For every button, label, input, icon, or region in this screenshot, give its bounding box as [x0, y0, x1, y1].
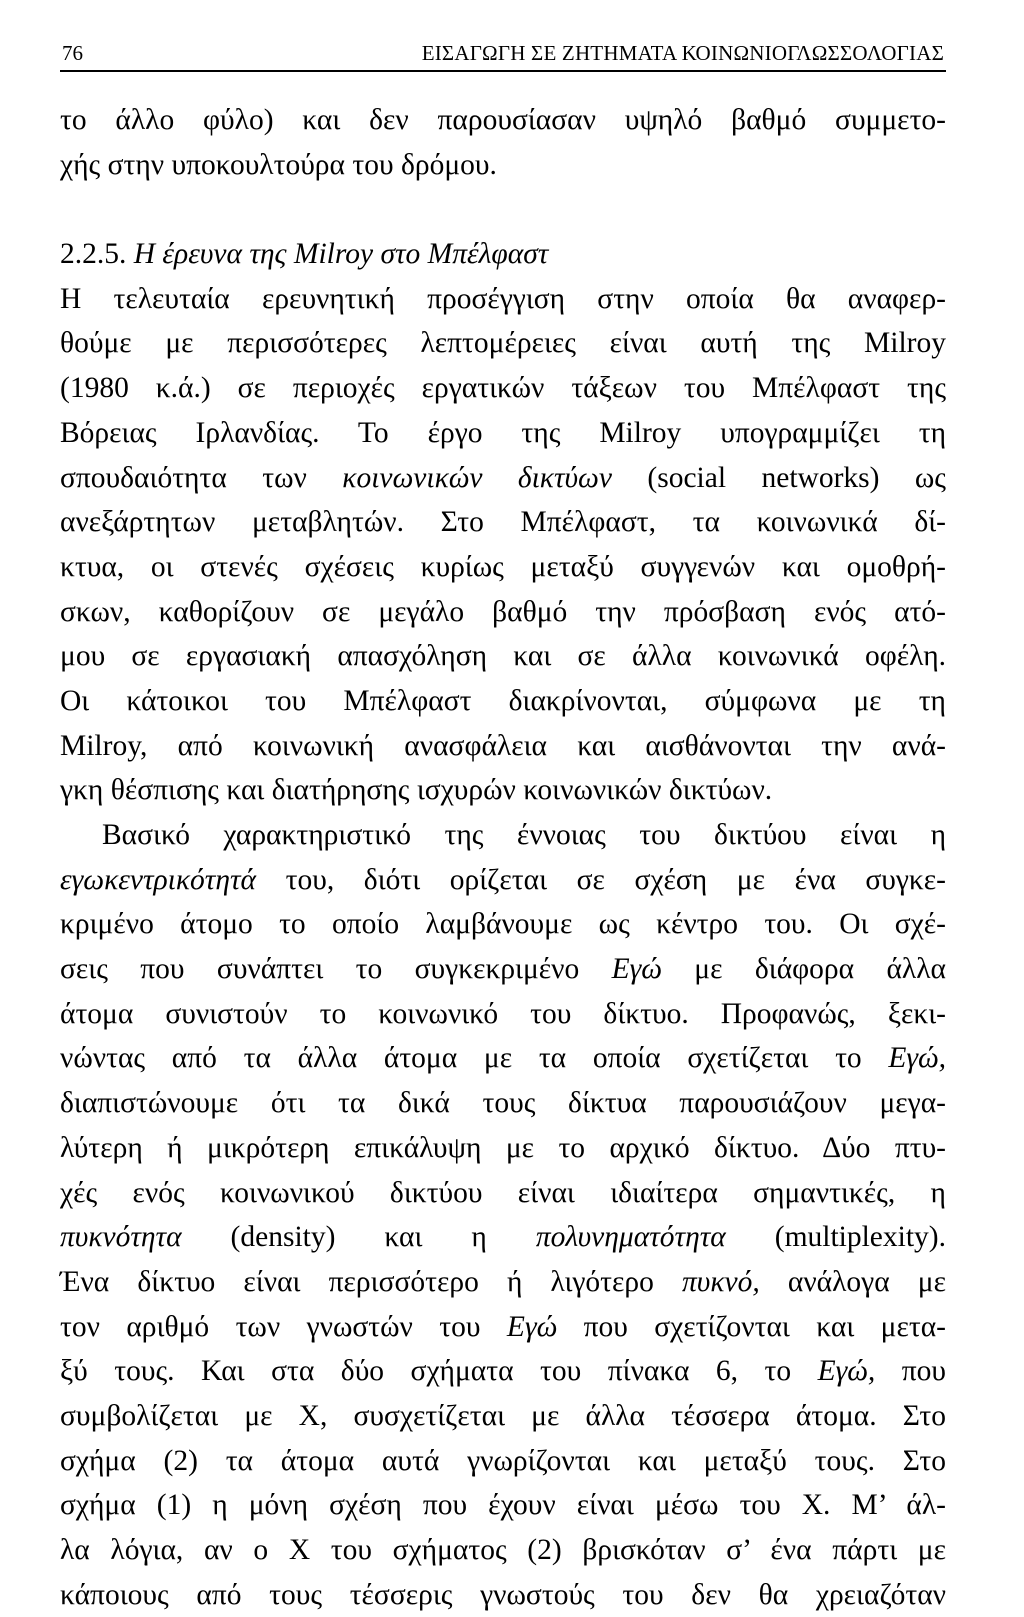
text-line: άτομα συνιστούν το κοινωνικό του δίκτυο. Προφανώς, ξεκι- [60, 997, 946, 1030]
page-number: 76 [62, 41, 83, 65]
text-line [60, 947, 946, 992]
italic-term: κοινωνικών δικτύων [342, 461, 612, 494]
text-line [60, 1349, 946, 1394]
running-header [60, 38, 946, 72]
text-line: σχήμα (1) η μόνη σχέση που έχουν είναι μέσω του Χ. Μ’ άλ- [60, 1489, 946, 1522]
text-line: χές ενός κοινωνικού δικτύου είναι ιδιαίτερα σημαντικές, η [60, 1176, 946, 1209]
text-span: (social networks) ως [611, 461, 946, 494]
text-line [60, 1260, 946, 1305]
text-span: (multiplexity). [725, 1221, 946, 1254]
italic-term: Εγώ, [817, 1355, 876, 1388]
text-line: κτυα, οι στενές σχέσεις κυρίως μεταξύ συγγενών και ομοθρή- [60, 550, 946, 583]
text-line: μου σε εργασιακή απασχόληση και σε άλλα κοινωνικά οφέλη. [60, 640, 946, 673]
text-line [60, 858, 946, 903]
italic-term: πυκνό, [682, 1265, 760, 1298]
text-span: που [875, 1355, 947, 1388]
text-line: Η τελευταία ερευνητική προσέγγιση στην οποία θα αναφερ- [60, 282, 946, 315]
text-line: διαπιστώνουμε ότι τα δικά τους δίκτυα παρουσιάζουν μεγα- [60, 1087, 946, 1120]
text-line: χής στην υποκουλτούρα του δρόμου. [60, 148, 497, 181]
text-span: τον αριθμό των γνωστών του [60, 1310, 507, 1343]
italic-term: Εγώ [611, 953, 662, 986]
text-line: ανεξάρτητων μεταβλητών. Στο Μπέλφαστ, τα κοινωνικά δί- [60, 506, 946, 539]
text-line [60, 1215, 946, 1260]
text-span: ξύ τους. Και στα δύο σχήματα του πίνακα 6, το [60, 1355, 818, 1388]
text-line: κριμένο άτομο το οποίο λαμβάνουμε ως κέντρο του. Οι σχέ- [60, 908, 946, 941]
text-span: ανάλογα με [759, 1265, 946, 1298]
text-line [60, 456, 946, 501]
text-line: σκων, καθορίζουν σε μεγάλο βαθμό την πρόσβαση ενός ατό- [60, 595, 946, 628]
text-line [60, 1305, 946, 1350]
text-line: γκη θέσπισης και διατήρησης ισχυρών κοινωνικών δικτύων. [60, 774, 773, 807]
section-heading [60, 232, 946, 277]
section-number: 2.2.5. [60, 238, 127, 271]
text-line: λύτερη ή μικρότερη επικάλυψη με το αρχικό δίκτυο. Δύο πτυ- [60, 1131, 946, 1164]
text-span: σπουδαιότητα των [60, 461, 343, 494]
text-span: του, διότι ορίζεται σε σχέση με ένα συγκε- [256, 863, 946, 896]
text-span: Ένα δίκτυο είναι περισσότερο ή λιγότερο [60, 1265, 683, 1298]
text-line: το άλλο φύλο) και δεν παρουσίασαν υψηλό βαθμό συμμετο- [60, 104, 946, 136]
text-line: Βόρειας Ιρλανδίας. Το έργο της Milroy υπογραμμίζει τη [60, 416, 946, 449]
text-span: σεις που συνάπτει το συγκεκριμένο [60, 953, 612, 986]
text-line: λα λόγια, αν ο Χ του σχήματος (2) βρισκόταν σ’ ένα πάρτι με [60, 1534, 946, 1566]
paragraph-milroy-intro [60, 277, 946, 813]
text-line: σχήμα (2) τα άτομα αυτά γνωρίζονται και μεταξύ τους. Στο [60, 1444, 946, 1477]
text-line: θούμε με περισσότερες λεπτομέρειες είναι αυτή της Milroy [60, 327, 946, 360]
italic-term: Εγώ, [888, 1042, 946, 1075]
text-span: με διάφορα άλλα [661, 953, 946, 986]
text-line: κάποιους από τους τέσσερις γνωστούς του δεν θα χρειαζόταν [60, 1578, 946, 1611]
text-line: Οι κάτοικοι του Μπέλφαστ διακρίνονται, σύμφωνα με τη [60, 684, 946, 717]
text-span: που σχετίζονται και μετα- [557, 1310, 946, 1343]
text-line: Βασικό χαρακτηριστικό της έννοιας του δικτύου είναι η [102, 819, 946, 851]
italic-term: πολυνηματότητα [535, 1221, 726, 1254]
text-line: Milroy, από κοινωνική ανασφάλεια και αισθάνονται την ανά- [60, 729, 946, 762]
italic-term: εγωκεντρικότητά [60, 863, 257, 896]
text-line: (1980 κ.ά.) σε περιοχές εργατικών τάξεων του Μπέλφαστ της [60, 372, 946, 405]
text-line [60, 1036, 946, 1081]
running-title: ΕΙΣΑΓΩΓΗ ΣΕ ΖΗΤΗΜΑΤΑ ΚΟΙΝΩΝΙΟΓΛΩΣΣΟΛΟΓΙΑΣ [421, 41, 944, 65]
section-title: Η έρευνα της Milroy στο Μπέλφαστ [133, 238, 549, 271]
body-text [60, 98, 946, 1617]
italic-term: Εγώ [506, 1310, 558, 1343]
text-line: συμβολίζεται με Χ, συσχετίζεται με άλλα τέσσερα άτομα. Στο [60, 1399, 946, 1432]
italic-term: πυκνότητα [60, 1221, 182, 1254]
paragraph-network-concept [60, 813, 946, 1617]
text-span: νώντας από τα άλλα άτομα με τα οποία σχετίζεται το [60, 1042, 889, 1075]
text-span: (density) και η [181, 1221, 536, 1254]
